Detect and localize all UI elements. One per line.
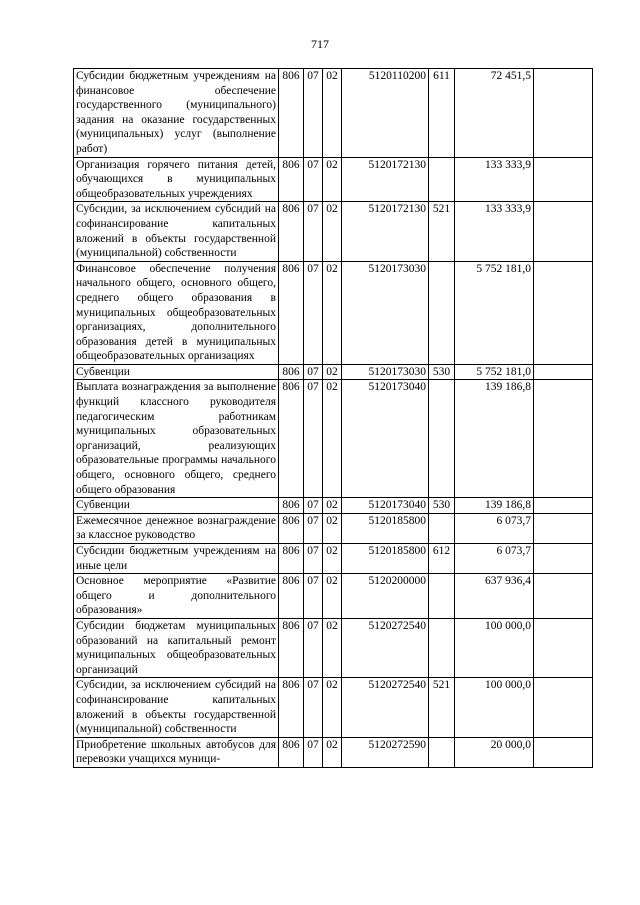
row-pr: 02 [323,737,342,767]
row-pr: 02 [323,544,342,574]
row-vr [429,157,455,202]
row-sum: 637 936,4 [455,574,534,619]
row-vr [429,513,455,543]
row-empty-cell [534,202,593,261]
row-sum: 5 752 181,0 [455,364,534,380]
row-empty-cell [534,574,593,619]
table-row [74,678,593,737]
row-ved: 806 [279,737,304,767]
row-empty-cell [534,69,593,158]
table-row [74,380,593,498]
row-empty-cell [534,737,593,767]
row-name: Субвенции [74,498,279,514]
row-empty-cell [534,498,593,514]
row-name: Субсидии бюджетам муниципальных образований на капитальный ремонт муниципальных общеобразовательных организаций [74,618,279,677]
row-sum: 6 073,7 [455,544,534,574]
row-empty-cell [534,157,593,202]
row-sum: 139 186,8 [455,498,534,514]
table-row [74,513,593,543]
row-vr: 530 [429,498,455,514]
row-ved: 806 [279,364,304,380]
row-empty-cell [534,678,593,737]
row-csr: 5120185800 [342,513,429,543]
row-ved: 806 [279,261,304,364]
row-pr: 02 [323,513,342,543]
row-sum: 100 000,0 [455,618,534,677]
row-empty-cell [534,513,593,543]
row-rz: 07 [304,498,323,514]
row-sum: 139 186,8 [455,380,534,498]
row-sum: 133 333,9 [455,202,534,261]
table-row [74,574,593,619]
row-ved: 806 [279,157,304,202]
table-row [74,157,593,202]
table-row [74,737,593,767]
table-row [74,69,593,158]
row-ved: 806 [279,544,304,574]
row-sum: 72 451,5 [455,69,534,158]
row-csr: 5120173040 [342,380,429,498]
row-rz: 07 [304,202,323,261]
row-empty-cell [534,364,593,380]
row-rz: 07 [304,678,323,737]
row-rz: 07 [304,157,323,202]
row-vr [429,574,455,619]
row-sum: 20 000,0 [455,737,534,767]
row-pr: 02 [323,157,342,202]
row-empty-cell [534,544,593,574]
row-ved: 806 [279,678,304,737]
row-ved: 806 [279,498,304,514]
row-csr: 5120173030 [342,364,429,380]
row-name: Организация горячего питания детей, обучающихся в муниципальных общеобразовательных учреждениях [74,157,279,202]
row-csr: 5120272540 [342,618,429,677]
row-sum: 100 000,0 [455,678,534,737]
row-rz: 07 [304,364,323,380]
row-pr: 02 [323,498,342,514]
row-sum: 133 333,9 [455,157,534,202]
row-csr: 5120185800 [342,544,429,574]
row-name: Субсидии, за исключением субсидий на софинансирование капитальных вложений в объекты государственной (муниципальной) собственности [74,202,279,261]
row-name: Субвенции [74,364,279,380]
row-pr: 02 [323,618,342,677]
row-ved: 806 [279,69,304,158]
row-rz: 07 [304,574,323,619]
row-ved: 806 [279,202,304,261]
row-csr: 5120172130 [342,202,429,261]
row-pr: 02 [323,364,342,380]
table-row [74,544,593,574]
row-rz: 07 [304,380,323,498]
table-row [74,202,593,261]
row-name: Субсидии бюджетным учреждениям на иные цели [74,544,279,574]
table-row [74,364,593,380]
row-csr: 5120110200 [342,69,429,158]
row-rz: 07 [304,737,323,767]
row-rz: 07 [304,544,323,574]
row-csr: 5120272590 [342,737,429,767]
row-vr: 530 [429,364,455,380]
row-vr: 521 [429,678,455,737]
row-vr [429,618,455,677]
budget-table [73,68,593,768]
row-ved: 806 [279,380,304,498]
row-name: Субсидии, за исключением субсидий на софинансирование капитальных вложений в объекты государственной (муниципальной) собственности [74,678,279,737]
row-pr: 02 [323,380,342,498]
row-csr: 5120172130 [342,157,429,202]
row-csr: 5120173030 [342,261,429,364]
row-vr [429,380,455,498]
row-csr: 5120272540 [342,678,429,737]
row-ved: 806 [279,618,304,677]
row-empty-cell [534,380,593,498]
row-name: Приобретение школьных автобусов для перевозки учащихся муници- [74,737,279,767]
row-name: Финансовое обеспечение получения начального общего, основного общего, среднего общего образования в муниципальных общеобразовательных организациях, дополнительного образования детей в муниципальных общеобразовательных организациях [74,261,279,364]
row-vr: 612 [429,544,455,574]
row-rz: 07 [304,69,323,158]
row-vr: 521 [429,202,455,261]
row-rz: 07 [304,261,323,364]
row-sum: 6 073,7 [455,513,534,543]
row-csr: 5120200000 [342,574,429,619]
page-number: 717 [311,37,329,51]
row-pr: 02 [323,261,342,364]
row-pr: 02 [323,574,342,619]
row-sum: 5 752 181,0 [455,261,534,364]
table-row [74,498,593,514]
row-empty-cell [534,261,593,364]
row-ved: 806 [279,574,304,619]
row-name: Основное мероприятие «Развитие общего и дополнительного образования» [74,574,279,619]
row-vr [429,261,455,364]
row-ved: 806 [279,513,304,543]
table-row [74,261,593,364]
row-name: Субсидии бюджетным учреждениям на финансовое обеспечение государственного (муниципального) задания на оказание государственных (муниципальных) услуг (выполнение работ) [74,69,279,158]
row-pr: 02 [323,202,342,261]
row-vr [429,737,455,767]
row-pr: 02 [323,678,342,737]
row-vr: 611 [429,69,455,158]
table-row [74,618,593,677]
row-name: Выплата вознаграждения за выполнение функций классного руководителя педагогическим работникам муниципальных образовательных организаций, реализующих образовательные программы начального общего, основного общего, среднего общего образования [74,380,279,498]
row-rz: 07 [304,513,323,543]
row-rz: 07 [304,618,323,677]
row-name: Ежемесячное денежное вознаграждение за классное руководство [74,513,279,543]
row-pr: 02 [323,69,342,158]
row-empty-cell [534,618,593,677]
row-csr: 5120173040 [342,498,429,514]
